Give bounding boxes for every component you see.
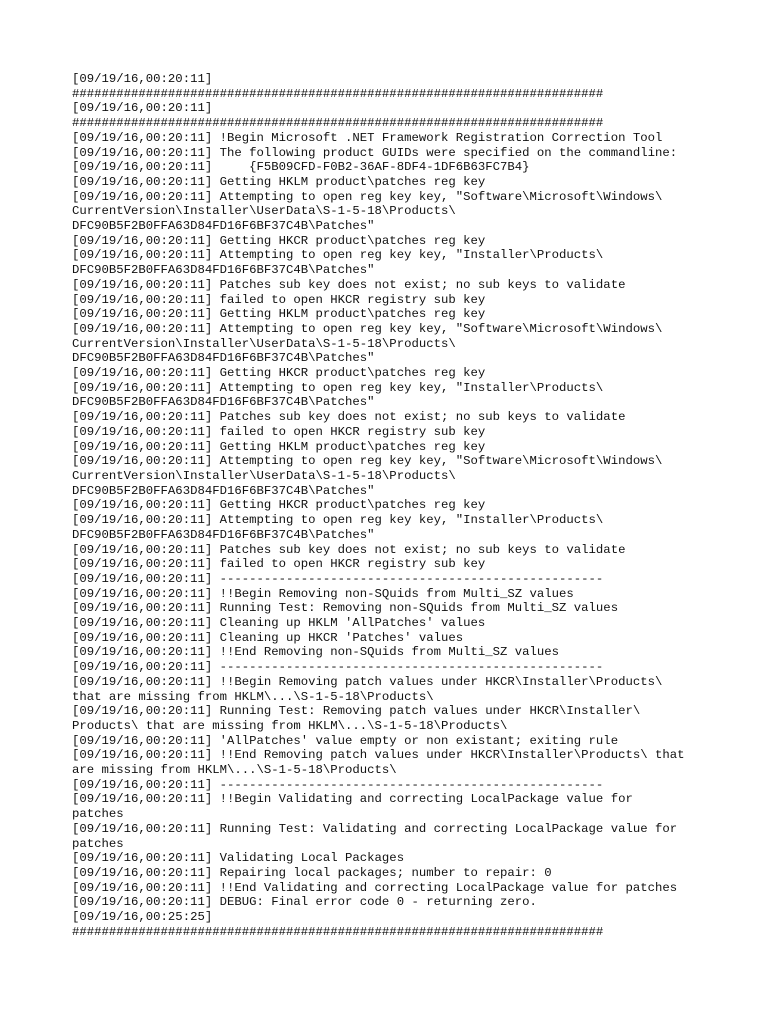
log-line: [09/19/16,00:20:11] Patches sub key does not exist; no sub keys to validate	[72, 277, 626, 292]
log-line: [09/19/16,00:20:11] Attempting to open reg key key, "Installer\Products\	[72, 248, 604, 263]
log-line: [09/19/16,00:20:11] ----------------------------------------------------	[72, 571, 604, 586]
log-line: [09/19/16,00:20:11] Getting HKCR product\patches reg key	[72, 366, 486, 381]
log-line: DFC90B5F2B0FFA63D84FD16F6BF37C4B\Patches"	[72, 395, 375, 410]
log-line: [09/19/16,00:20:11] !Begin Microsoft .NET Framework Registration Correction Tool	[72, 130, 663, 145]
log-line: are missing from HKLM\...\S-1-5-18\Products\	[72, 763, 397, 778]
log-line: [09/19/16,00:20:11] Getting HKLM product\patches reg key	[72, 439, 486, 454]
log-line: DFC90B5F2B0FFA63D84FD16F6BF37C4B\Patches"	[72, 483, 375, 498]
log-line: [09/19/16,00:20:11] Running Test: Removing patch values under HKCR\Installer\	[72, 704, 641, 719]
log-line: [09/19/16,00:20:11] Patches sub key does not exist; no sub keys to validate	[72, 542, 626, 557]
log-line: [09/19/16,00:20:11] The following product GUIDs were specified on the commandline:	[72, 145, 678, 160]
log-line: [09/19/16,00:20:11] 'AllPatches' value empty or non existant; exiting rule	[72, 733, 619, 748]
log-line: ########################################################################	[72, 116, 604, 131]
log-line: [09/19/16,00:20:11] !!End Validating and correcting LocalPackage value for patches	[72, 880, 678, 895]
log-line: DFC90B5F2B0FFA63D84FD16F6BF37C4B\Patches"	[72, 263, 375, 278]
log-line: [09/19/16,00:20:11] !!Begin Validating and correcting LocalPackage value for	[72, 792, 633, 807]
log-line: [09/19/16,00:20:11]	[72, 72, 213, 86]
log-line: [09/19/16,00:20:11] ----------------------------------------------------	[72, 777, 604, 792]
log-line: DFC90B5F2B0FFA63D84FD16F6BF37C4B\Patches"	[72, 351, 375, 366]
log-line: ########################################################################	[72, 924, 604, 939]
log-line: [09/19/16,00:20:11] failed to open HKCR registry sub key	[72, 557, 486, 572]
log-line: [09/19/16,00:20:11]	[72, 101, 213, 116]
log-line: [09/19/16,00:20:11] failed to open HKCR registry sub key	[72, 424, 486, 439]
log-document	[72, 72, 712, 939]
log-line: patches	[72, 807, 124, 822]
log-line: [09/19/16,00:20:11] Attempting to open reg key key, "Software\Microsoft\Windows\	[72, 454, 663, 469]
log-line: [09/19/16,00:20:11] !!End Removing patch values under HKCR\Installer\Products\ that	[72, 748, 685, 763]
log-line: CurrentVersion\Installer\UserData\S-1-5-18\Products\	[72, 204, 456, 219]
log-line: [09/19/16,00:20:11] Cleaning up HKCR 'Patches' values	[72, 630, 464, 645]
log-line: [09/19/16,00:25:25]	[72, 910, 213, 925]
log-line: [09/19/16,00:20:11] Cleaning up HKLM 'AllPatches' values	[72, 616, 486, 631]
log-line: [09/19/16,00:20:11] !!Begin Removing non-SQuids from Multi_SZ values	[72, 586, 574, 601]
log-line: [09/19/16,00:20:11] Attempting to open reg key key, "Installer\Products\	[72, 513, 604, 528]
log-line: [09/19/16,00:20:11] Validating Local Packages	[72, 851, 405, 866]
log-line: patches	[72, 836, 124, 851]
log-line: [09/19/16,00:20:11] {F5B09CFD-F0B2-36AF-8DF4-1DF6B63FC7B4}	[72, 160, 530, 175]
log-line: [09/19/16,00:20:11] Getting HKLM product\patches reg key	[72, 307, 486, 322]
log-line: [09/19/16,00:20:11] Running Test: Validating and correcting LocalPackage value for	[72, 821, 678, 836]
log-line: [09/19/16,00:20:11] Getting HKCR product\patches reg key	[72, 498, 486, 513]
log-line: [09/19/16,00:20:11] !!End Removing non-SQuids from Multi_SZ values	[72, 645, 560, 660]
log-line: [09/19/16,00:20:11] !!Begin Removing patch values under HKCR\Installer\Products\	[72, 674, 663, 689]
log-line: [09/19/16,00:20:11] Patches sub key does not exist; no sub keys to validate	[72, 410, 626, 425]
log-line: DFC90B5F2B0FFA63D84FD16F6BF37C4B\Patches"	[72, 219, 375, 234]
log-line: ########################################################################	[72, 86, 604, 101]
log-line: [09/19/16,00:20:11] DEBUG: Final error code 0 - returning zero.	[72, 895, 537, 910]
log-line: CurrentVersion\Installer\UserData\S-1-5-18\Products\	[72, 468, 456, 483]
log-line: [09/19/16,00:20:11] ----------------------------------------------------	[72, 660, 604, 675]
log-line: Products\ that are missing from HKLM\...\S-1-5-18\Products\	[72, 718, 508, 733]
log-line: [09/19/16,00:20:11] Repairing local packages; number to repair: 0	[72, 865, 552, 880]
log-line: DFC90B5F2B0FFA63D84FD16F6BF37C4B\Patches"	[72, 527, 375, 542]
log-line: [09/19/16,00:20:11] Getting HKCR product\patches reg key	[72, 233, 486, 248]
log-line: CurrentVersion\Installer\UserData\S-1-5-18\Products\	[72, 336, 456, 351]
log-line: that are missing from HKLM\...\S-1-5-18\Products\	[72, 689, 434, 704]
log-line: [09/19/16,00:20:11] Running Test: Removing non-SQuids from Multi_SZ values	[72, 601, 619, 616]
log-line: [09/19/16,00:20:11] failed to open HKCR registry sub key	[72, 292, 486, 307]
log-line: [09/19/16,00:20:11] Attempting to open reg key key, "Software\Microsoft\Windows\	[72, 189, 663, 204]
log-line: [09/19/16,00:20:11] Getting HKLM product\patches reg key	[72, 174, 486, 189]
log-line: [09/19/16,00:20:11] Attempting to open reg key key, "Installer\Products\	[72, 380, 604, 395]
log-line: [09/19/16,00:20:11] Attempting to open reg key key, "Software\Microsoft\Windows\	[72, 321, 663, 336]
